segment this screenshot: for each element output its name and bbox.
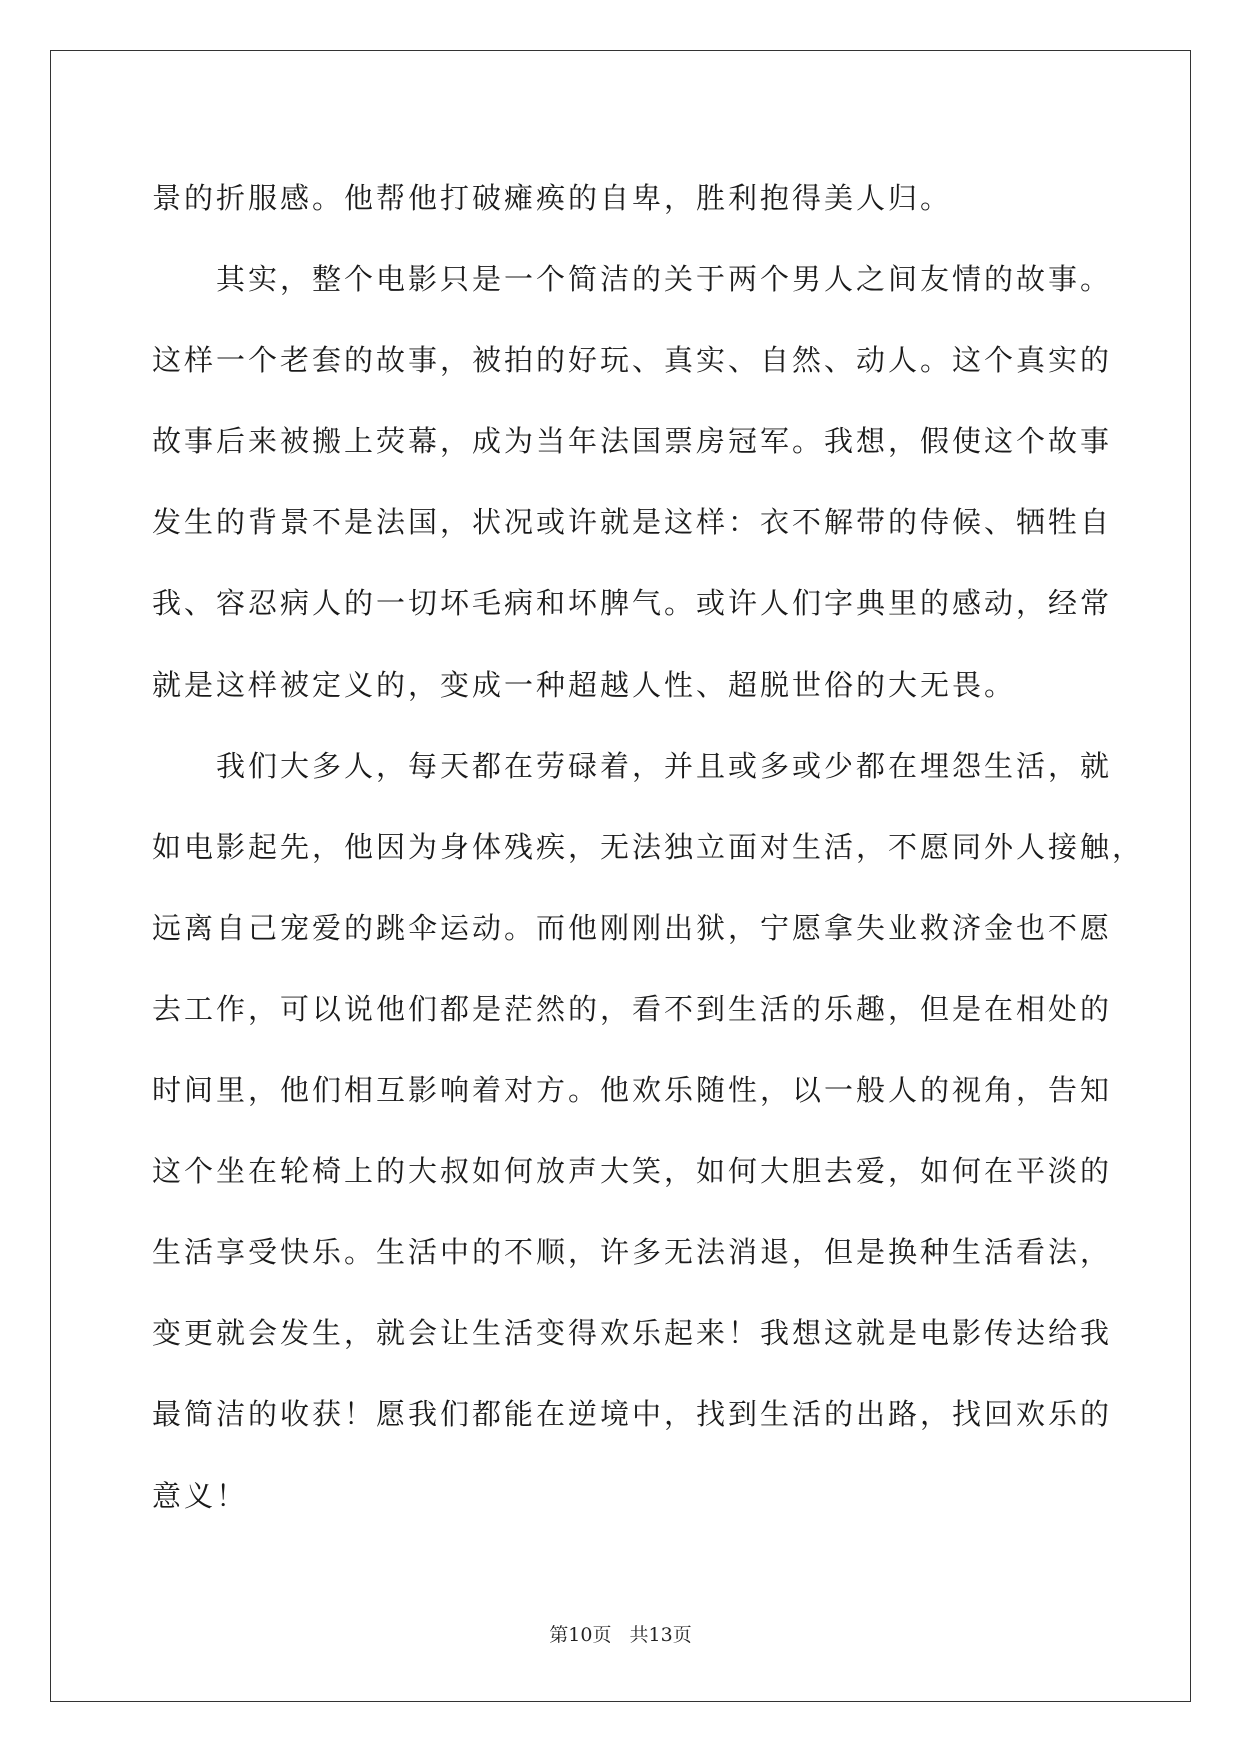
text-line: 时间里，他们相互影响着对方。他欢乐随性，以一般人的视角，告知: [152, 1073, 1113, 1108]
text-line: 生活享受快乐。生活中的不顺，许多无法消退，但是换种生活看法，: [152, 1235, 1113, 1270]
text-line: 其实，整个电影只是一个简洁的关于两个男人之间友情的故事。: [152, 262, 1113, 297]
text-line: 发生的背景不是法国，状况或许就是这样：衣不解带的侍候、牺牲自: [152, 505, 1113, 540]
total-pages: 共13页: [629, 1624, 692, 1646]
text-line: 去工作，可以说他们都是茫然的，看不到生活的乐趣，但是在相处的: [152, 991, 1113, 1026]
text-line: 故事后来被搬上荧幕，成为当年法国票房冠军。我想，假使这个故事: [152, 424, 1113, 459]
text-line: 意义！: [152, 1478, 249, 1513]
text-line: 如电影起先，他因为身体残疾，无法独立面对生活，不愿同外人接触，: [152, 829, 1145, 864]
text-line: 变更就会发生，就会让生活变得欢乐起来！我想这就是电影传达给我: [152, 1316, 1113, 1351]
text-line: 我们大多人，每天都在劳碌着，并且或多或少都在埋怨生活，就: [152, 748, 1113, 783]
text-line: 这样一个老套的故事，被拍的好玩、真实、自然、动人。这个真实的: [152, 343, 1113, 378]
text-line: 最简洁的收获！愿我们都能在逆境中，找到生活的出路，找回欢乐的: [152, 1397, 1113, 1432]
text-line: 我、容忍病人的一切坏毛病和坏脾气。或许人们字典里的感动，经常: [152, 586, 1113, 621]
page-footer: [0, 1620, 1241, 1647]
text-line: 远离自己宠爱的跳伞运动。而他刚刚出狱，宁愿拿失业救济金也不愿: [152, 910, 1113, 945]
text-line: 景的折服感。他帮他打破瘫痪的自卑，胜利抱得美人归。: [152, 181, 953, 215]
document-body: [152, 158, 1145, 1537]
current-page-number: 第10页: [549, 1624, 612, 1646]
text-line: 就是这样被定义的，变成一种超越人性、超脱世俗的大无畏。: [152, 667, 1017, 702]
text-line: 这个坐在轮椅上的大叔如何放声大笑，如何大胆去爱，如何在平淡的: [152, 1154, 1113, 1189]
